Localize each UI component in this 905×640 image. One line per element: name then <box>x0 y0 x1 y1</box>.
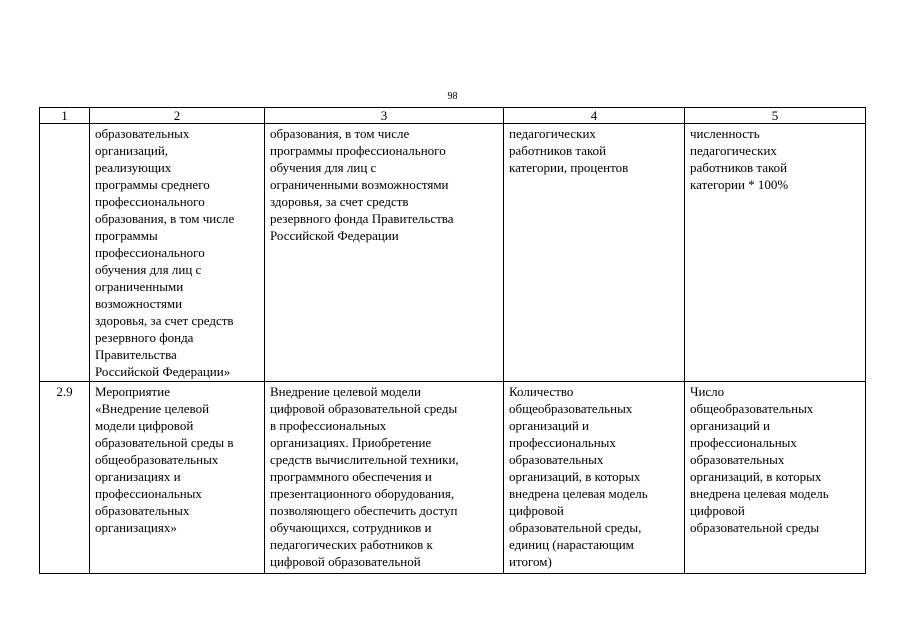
calculation-cell <box>685 382 866 574</box>
calculation-cell <box>685 124 866 382</box>
table-row <box>40 124 866 382</box>
cell-text: образовательных организаций, реализующих программы среднего профессионального образования, в том числе программы профессионального обучения для лиц с ограниченными возможностями здоровья, за счет средств резервного фонда Правительства Российской Федерации» <box>95 126 235 379</box>
cell-text: педагогических работников такой категории, процентов <box>509 126 629 175</box>
page-number: 98 <box>447 91 458 102</box>
table-row <box>40 382 866 574</box>
cell-text: образования, в том числе программы профессионального обучения для лиц с ограниченными возможностями здоровья, за счет средств резервного фонда Правительства Российской Федерации <box>270 126 454 243</box>
column-header-3: 3 <box>265 108 504 124</box>
cell-text: Внедрение целевой модели цифровой образовательной среды в профессиональных организациях. Приобретение средств вычислительной техники, программного обеспечения и презентационного оборудования, позволяющего обеспечить доступ обучающихся, сотрудников и педагогических работников к цифровой образовательной <box>270 384 459 569</box>
column-header-4: 4 <box>504 108 685 124</box>
cell-text: Мероприятие «Внедрение целевой модели цифровой образовательной среды в общеобразовательных организациях и профессиональных образовательных организациях» <box>95 384 234 535</box>
table-header-row <box>40 108 866 124</box>
column-header-1: 1 <box>40 108 90 124</box>
event-name-cell <box>90 382 265 574</box>
indicator-cell <box>504 382 685 574</box>
document-table <box>39 107 866 574</box>
cell-text: численность педагогических работников такой категории * 100% <box>690 126 789 192</box>
cell-text: Число общеобразовательных организаций и профессиональных образовательных организаций, в которых внедрена целевая модель цифровой образовательной среды <box>690 384 829 535</box>
cell-text: Количество общеобразовательных организаций и профессиональных образовательных организаций, в которых внедрена целевая модель цифровой образовательной среды, единиц (нарастающим итогом) <box>509 384 648 569</box>
column-header-5: 5 <box>685 108 866 124</box>
event-description-cell <box>265 124 504 382</box>
row-number-cell: 2.9 <box>40 382 90 574</box>
column-header-2: 2 <box>90 108 265 124</box>
indicator-cell <box>504 124 685 382</box>
row-number-cell <box>40 124 90 382</box>
event-description-cell <box>265 382 504 574</box>
event-name-cell <box>90 124 265 382</box>
